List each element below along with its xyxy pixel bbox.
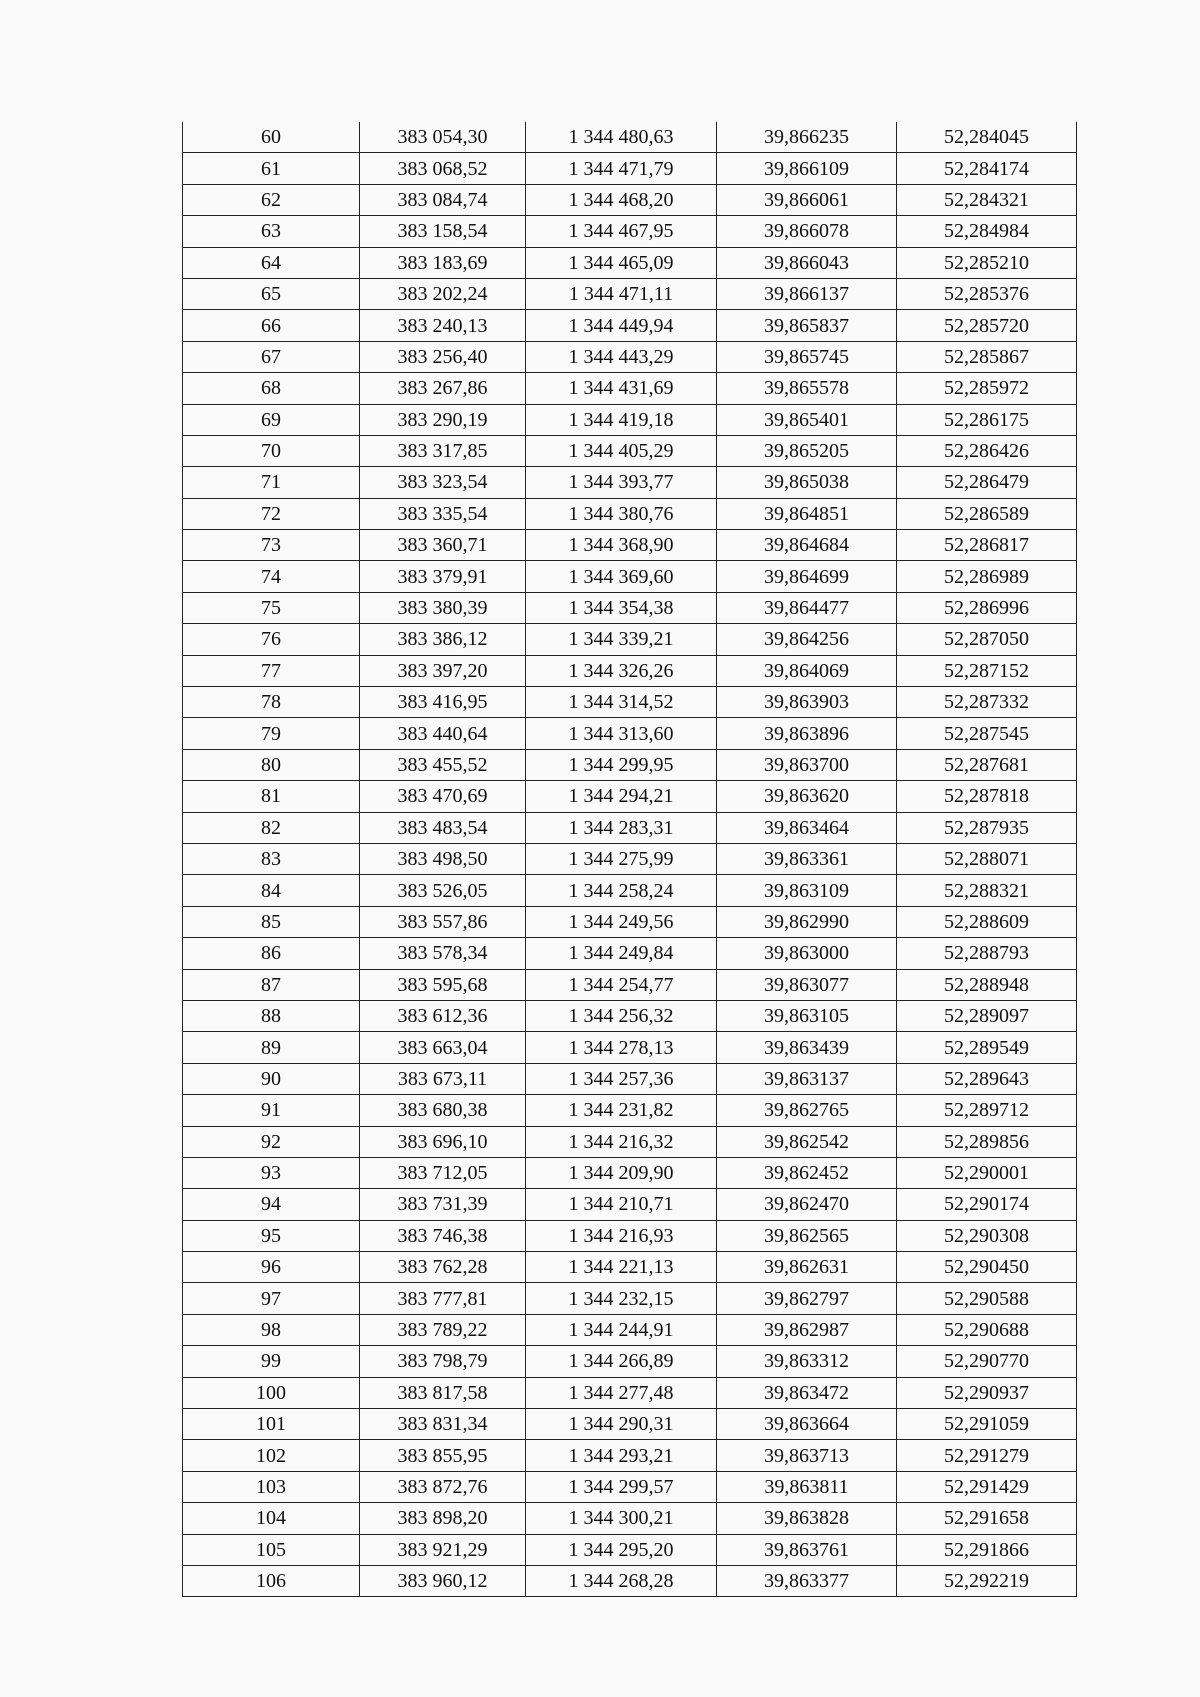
x-coordinate-cell: 383 440,64 [360,718,526,749]
longitude-cell: 39,864069 [717,655,897,686]
longitude-cell: 39,863472 [717,1377,897,1408]
latitude-cell: 52,288793 [897,938,1077,969]
table-row [183,373,1077,404]
latitude-cell: 52,286989 [897,561,1077,592]
y-coordinate-cell: 1 344 254,77 [526,969,717,1000]
table-row [183,1252,1077,1283]
y-coordinate-cell: 1 344 380,76 [526,498,717,529]
point-number-cell: 67 [183,341,360,372]
point-number-cell: 70 [183,435,360,466]
longitude-cell: 39,863105 [717,1000,897,1031]
table-row [183,1471,1077,1502]
table-row [183,655,1077,686]
y-coordinate-cell: 1 344 405,29 [526,435,717,466]
longitude-cell: 39,863700 [717,749,897,780]
table-row [183,1314,1077,1345]
longitude-cell: 39,863903 [717,687,897,718]
point-number-cell: 106 [183,1565,360,1596]
latitude-cell: 52,288071 [897,843,1077,874]
point-number-cell: 86 [183,938,360,969]
point-number-cell: 91 [183,1095,360,1126]
longitude-cell: 39,866235 [717,122,897,153]
point-number-cell: 80 [183,749,360,780]
table-row [183,875,1077,906]
longitude-cell: 39,862990 [717,906,897,937]
point-number-cell: 65 [183,278,360,309]
latitude-cell: 52,290688 [897,1314,1077,1345]
point-number-cell: 62 [183,184,360,215]
longitude-cell: 39,866061 [717,184,897,215]
y-coordinate-cell: 1 344 443,29 [526,341,717,372]
longitude-cell: 39,863464 [717,812,897,843]
x-coordinate-cell: 383 054,30 [360,122,526,153]
y-coordinate-cell: 1 344 277,48 [526,1377,717,1408]
point-number-cell: 100 [183,1377,360,1408]
point-number-cell: 60 [183,122,360,153]
x-coordinate-cell: 383 612,36 [360,1000,526,1031]
point-number-cell: 63 [183,216,360,247]
y-coordinate-cell: 1 344 354,38 [526,592,717,623]
latitude-cell: 52,287818 [897,781,1077,812]
latitude-cell: 52,289712 [897,1095,1077,1126]
table-row [183,1032,1077,1063]
table-row [183,122,1077,153]
table-row [183,718,1077,749]
latitude-cell: 52,290450 [897,1252,1077,1283]
longitude-cell: 39,865745 [717,341,897,372]
longitude-cell: 39,863761 [717,1534,897,1565]
point-number-cell: 92 [183,1126,360,1157]
table-row [183,687,1077,718]
y-coordinate-cell: 1 344 283,31 [526,812,717,843]
y-coordinate-cell: 1 344 471,79 [526,153,717,184]
table-row [183,1534,1077,1565]
y-coordinate-cell: 1 344 467,95 [526,216,717,247]
table-row [183,216,1077,247]
longitude-cell: 39,862452 [717,1157,897,1188]
y-coordinate-cell: 1 344 210,71 [526,1189,717,1220]
table-row [183,498,1077,529]
point-number-cell: 103 [183,1471,360,1502]
point-number-cell: 88 [183,1000,360,1031]
x-coordinate-cell: 383 256,40 [360,341,526,372]
y-coordinate-cell: 1 344 256,32 [526,1000,717,1031]
longitude-cell: 39,863664 [717,1409,897,1440]
y-coordinate-cell: 1 344 368,90 [526,530,717,561]
x-coordinate-cell: 383 267,86 [360,373,526,404]
latitude-cell: 52,287050 [897,624,1077,655]
y-coordinate-cell: 1 344 293,21 [526,1440,717,1471]
latitude-cell: 52,292219 [897,1565,1077,1596]
longitude-cell: 39,862542 [717,1126,897,1157]
x-coordinate-cell: 383 386,12 [360,624,526,655]
y-coordinate-cell: 1 344 249,84 [526,938,717,969]
latitude-cell: 52,291658 [897,1503,1077,1534]
point-number-cell: 75 [183,592,360,623]
table-row [183,435,1077,466]
latitude-cell: 52,287681 [897,749,1077,780]
x-coordinate-cell: 383 712,05 [360,1157,526,1188]
latitude-cell: 52,284984 [897,216,1077,247]
table-row [183,906,1077,937]
x-coordinate-cell: 383 470,69 [360,781,526,812]
x-coordinate-cell: 383 526,05 [360,875,526,906]
point-number-cell: 105 [183,1534,360,1565]
y-coordinate-cell: 1 344 449,94 [526,310,717,341]
latitude-cell: 52,287545 [897,718,1077,749]
y-coordinate-cell: 1 344 300,21 [526,1503,717,1534]
latitude-cell: 52,287152 [897,655,1077,686]
x-coordinate-cell: 383 595,68 [360,969,526,1000]
latitude-cell: 52,285720 [897,310,1077,341]
latitude-cell: 52,291866 [897,1534,1077,1565]
x-coordinate-cell: 383 397,20 [360,655,526,686]
table-row [183,749,1077,780]
latitude-cell: 52,290770 [897,1346,1077,1377]
point-number-cell: 85 [183,906,360,937]
y-coordinate-cell: 1 344 209,90 [526,1157,717,1188]
table-row [183,1189,1077,1220]
x-coordinate-cell: 383 960,12 [360,1565,526,1596]
longitude-cell: 39,865401 [717,404,897,435]
latitude-cell: 52,288609 [897,906,1077,937]
longitude-cell: 39,865038 [717,467,897,498]
latitude-cell: 52,286426 [897,435,1077,466]
latitude-cell: 52,288948 [897,969,1077,1000]
point-number-cell: 73 [183,530,360,561]
longitude-cell: 39,863361 [717,843,897,874]
latitude-cell: 52,286479 [897,467,1077,498]
longitude-cell: 39,866078 [717,216,897,247]
y-coordinate-cell: 1 344 294,21 [526,781,717,812]
x-coordinate-cell: 383 323,54 [360,467,526,498]
table-row [183,1377,1077,1408]
point-number-cell: 64 [183,247,360,278]
y-coordinate-cell: 1 344 258,24 [526,875,717,906]
x-coordinate-cell: 383 798,79 [360,1346,526,1377]
longitude-cell: 39,866109 [717,153,897,184]
y-coordinate-cell: 1 344 275,99 [526,843,717,874]
x-coordinate-cell: 383 183,69 [360,247,526,278]
point-number-cell: 78 [183,687,360,718]
longitude-cell: 39,865205 [717,435,897,466]
point-number-cell: 94 [183,1189,360,1220]
point-number-cell: 76 [183,624,360,655]
longitude-cell: 39,863896 [717,718,897,749]
point-number-cell: 81 [183,781,360,812]
table-row [183,1157,1077,1188]
latitude-cell: 52,286175 [897,404,1077,435]
point-number-cell: 72 [183,498,360,529]
latitude-cell: 52,291429 [897,1471,1077,1502]
point-number-cell: 102 [183,1440,360,1471]
longitude-cell: 39,863811 [717,1471,897,1502]
latitude-cell: 52,286817 [897,530,1077,561]
x-coordinate-cell: 383 921,29 [360,1534,526,1565]
longitude-cell: 39,865837 [717,310,897,341]
longitude-cell: 39,863439 [717,1032,897,1063]
table-row [183,530,1077,561]
point-number-cell: 77 [183,655,360,686]
longitude-cell: 39,862565 [717,1220,897,1251]
table-row [183,404,1077,435]
table-row [183,1126,1077,1157]
table-row [183,1346,1077,1377]
table-row [183,184,1077,215]
x-coordinate-cell: 383 777,81 [360,1283,526,1314]
table-row [183,1063,1077,1094]
y-coordinate-cell: 1 344 268,28 [526,1565,717,1596]
longitude-cell: 39,862765 [717,1095,897,1126]
y-coordinate-cell: 1 344 393,77 [526,467,717,498]
y-coordinate-cell: 1 344 290,31 [526,1409,717,1440]
x-coordinate-cell: 383 746,38 [360,1220,526,1251]
x-coordinate-cell: 383 817,58 [360,1377,526,1408]
table-row [183,812,1077,843]
x-coordinate-cell: 383 202,24 [360,278,526,309]
coordinates-table [182,122,1077,1597]
x-coordinate-cell: 383 855,95 [360,1440,526,1471]
longitude-cell: 39,864699 [717,561,897,592]
point-number-cell: 84 [183,875,360,906]
longitude-cell: 39,864684 [717,530,897,561]
latitude-cell: 52,285867 [897,341,1077,372]
point-number-cell: 69 [183,404,360,435]
x-coordinate-cell: 383 696,10 [360,1126,526,1157]
latitude-cell: 52,289856 [897,1126,1077,1157]
y-coordinate-cell: 1 344 278,13 [526,1032,717,1063]
point-number-cell: 93 [183,1157,360,1188]
y-coordinate-cell: 1 344 313,60 [526,718,717,749]
x-coordinate-cell: 383 455,52 [360,749,526,780]
longitude-cell: 39,864256 [717,624,897,655]
latitude-cell: 52,291279 [897,1440,1077,1471]
latitude-cell: 52,285210 [897,247,1077,278]
latitude-cell: 52,286996 [897,592,1077,623]
y-coordinate-cell: 1 344 299,57 [526,1471,717,1502]
y-coordinate-cell: 1 344 216,32 [526,1126,717,1157]
x-coordinate-cell: 383 578,34 [360,938,526,969]
coordinates-table-body [183,122,1077,1597]
longitude-cell: 39,863000 [717,938,897,969]
latitude-cell: 52,287935 [897,812,1077,843]
table-row [183,1409,1077,1440]
longitude-cell: 39,866137 [717,278,897,309]
point-number-cell: 74 [183,561,360,592]
point-number-cell: 61 [183,153,360,184]
table-row [183,624,1077,655]
y-coordinate-cell: 1 344 249,56 [526,906,717,937]
x-coordinate-cell: 383 762,28 [360,1252,526,1283]
latitude-cell: 52,290937 [897,1377,1077,1408]
table-row [183,1095,1077,1126]
longitude-cell: 39,865578 [717,373,897,404]
longitude-cell: 39,863109 [717,875,897,906]
x-coordinate-cell: 383 680,38 [360,1095,526,1126]
x-coordinate-cell: 383 731,39 [360,1189,526,1220]
y-coordinate-cell: 1 344 471,11 [526,278,717,309]
point-number-cell: 90 [183,1063,360,1094]
longitude-cell: 39,862631 [717,1252,897,1283]
x-coordinate-cell: 383 379,91 [360,561,526,592]
y-coordinate-cell: 1 344 468,20 [526,184,717,215]
point-number-cell: 71 [183,467,360,498]
latitude-cell: 52,285376 [897,278,1077,309]
y-coordinate-cell: 1 344 299,95 [526,749,717,780]
table-row [183,310,1077,341]
table-row [183,278,1077,309]
x-coordinate-cell: 383 557,86 [360,906,526,937]
y-coordinate-cell: 1 344 216,93 [526,1220,717,1251]
y-coordinate-cell: 1 344 232,15 [526,1283,717,1314]
point-number-cell: 87 [183,969,360,1000]
latitude-cell: 52,286589 [897,498,1077,529]
latitude-cell: 52,285972 [897,373,1077,404]
y-coordinate-cell: 1 344 295,20 [526,1534,717,1565]
latitude-cell: 52,288321 [897,875,1077,906]
table-row [183,592,1077,623]
longitude-cell: 39,862470 [717,1189,897,1220]
longitude-cell: 39,864477 [717,592,897,623]
x-coordinate-cell: 383 483,54 [360,812,526,843]
x-coordinate-cell: 383 068,52 [360,153,526,184]
x-coordinate-cell: 383 240,13 [360,310,526,341]
x-coordinate-cell: 383 317,85 [360,435,526,466]
longitude-cell: 39,863077 [717,969,897,1000]
latitude-cell: 52,290588 [897,1283,1077,1314]
x-coordinate-cell: 383 663,04 [360,1032,526,1063]
y-coordinate-cell: 1 344 257,36 [526,1063,717,1094]
y-coordinate-cell: 1 344 266,89 [526,1346,717,1377]
point-number-cell: 96 [183,1252,360,1283]
latitude-cell: 52,289549 [897,1032,1077,1063]
point-number-cell: 68 [183,373,360,404]
table-row [183,1283,1077,1314]
longitude-cell: 39,866043 [717,247,897,278]
longitude-cell: 39,862797 [717,1283,897,1314]
y-coordinate-cell: 1 344 221,13 [526,1252,717,1283]
table-row [183,938,1077,969]
table-row [183,1000,1077,1031]
table-row [183,1503,1077,1534]
table-row [183,1565,1077,1596]
table-row [183,467,1077,498]
longitude-cell: 39,863137 [717,1063,897,1094]
table-row [183,843,1077,874]
point-number-cell: 98 [183,1314,360,1345]
y-coordinate-cell: 1 344 231,82 [526,1095,717,1126]
latitude-cell: 52,284174 [897,153,1077,184]
y-coordinate-cell: 1 344 465,09 [526,247,717,278]
table-row [183,247,1077,278]
longitude-cell: 39,863312 [717,1346,897,1377]
table-row [183,781,1077,812]
longitude-cell: 39,863620 [717,781,897,812]
latitude-cell: 52,290308 [897,1220,1077,1251]
longitude-cell: 39,863377 [717,1565,897,1596]
y-coordinate-cell: 1 344 480,63 [526,122,717,153]
x-coordinate-cell: 383 335,54 [360,498,526,529]
x-coordinate-cell: 383 360,71 [360,530,526,561]
y-coordinate-cell: 1 344 326,26 [526,655,717,686]
longitude-cell: 39,863828 [717,1503,897,1534]
y-coordinate-cell: 1 344 431,69 [526,373,717,404]
longitude-cell: 39,864851 [717,498,897,529]
y-coordinate-cell: 1 344 339,21 [526,624,717,655]
table-row [183,1220,1077,1251]
point-number-cell: 101 [183,1409,360,1440]
latitude-cell: 52,289643 [897,1063,1077,1094]
latitude-cell: 52,287332 [897,687,1077,718]
point-number-cell: 89 [183,1032,360,1063]
table-row [183,969,1077,1000]
x-coordinate-cell: 383 290,19 [360,404,526,435]
point-number-cell: 99 [183,1346,360,1377]
latitude-cell: 52,291059 [897,1409,1077,1440]
x-coordinate-cell: 383 673,11 [360,1063,526,1094]
point-number-cell: 82 [183,812,360,843]
point-number-cell: 95 [183,1220,360,1251]
latitude-cell: 52,284045 [897,122,1077,153]
table-row [183,561,1077,592]
x-coordinate-cell: 383 158,54 [360,216,526,247]
x-coordinate-cell: 383 872,76 [360,1471,526,1502]
x-coordinate-cell: 383 380,39 [360,592,526,623]
x-coordinate-cell: 383 898,20 [360,1503,526,1534]
table-row [183,1440,1077,1471]
point-number-cell: 104 [183,1503,360,1534]
y-coordinate-cell: 1 344 244,91 [526,1314,717,1345]
longitude-cell: 39,863713 [717,1440,897,1471]
latitude-cell: 52,289097 [897,1000,1077,1031]
point-number-cell: 83 [183,843,360,874]
x-coordinate-cell: 383 498,50 [360,843,526,874]
latitude-cell: 52,290174 [897,1189,1077,1220]
longitude-cell: 39,862987 [717,1314,897,1345]
x-coordinate-cell: 383 789,22 [360,1314,526,1345]
x-coordinate-cell: 383 084,74 [360,184,526,215]
y-coordinate-cell: 1 344 419,18 [526,404,717,435]
latitude-cell: 52,290001 [897,1157,1077,1188]
x-coordinate-cell: 383 416,95 [360,687,526,718]
table-row [183,341,1077,372]
point-number-cell: 97 [183,1283,360,1314]
x-coordinate-cell: 383 831,34 [360,1409,526,1440]
latitude-cell: 52,284321 [897,184,1077,215]
y-coordinate-cell: 1 344 314,52 [526,687,717,718]
point-number-cell: 66 [183,310,360,341]
y-coordinate-cell: 1 344 369,60 [526,561,717,592]
point-number-cell: 79 [183,718,360,749]
table-row [183,153,1077,184]
